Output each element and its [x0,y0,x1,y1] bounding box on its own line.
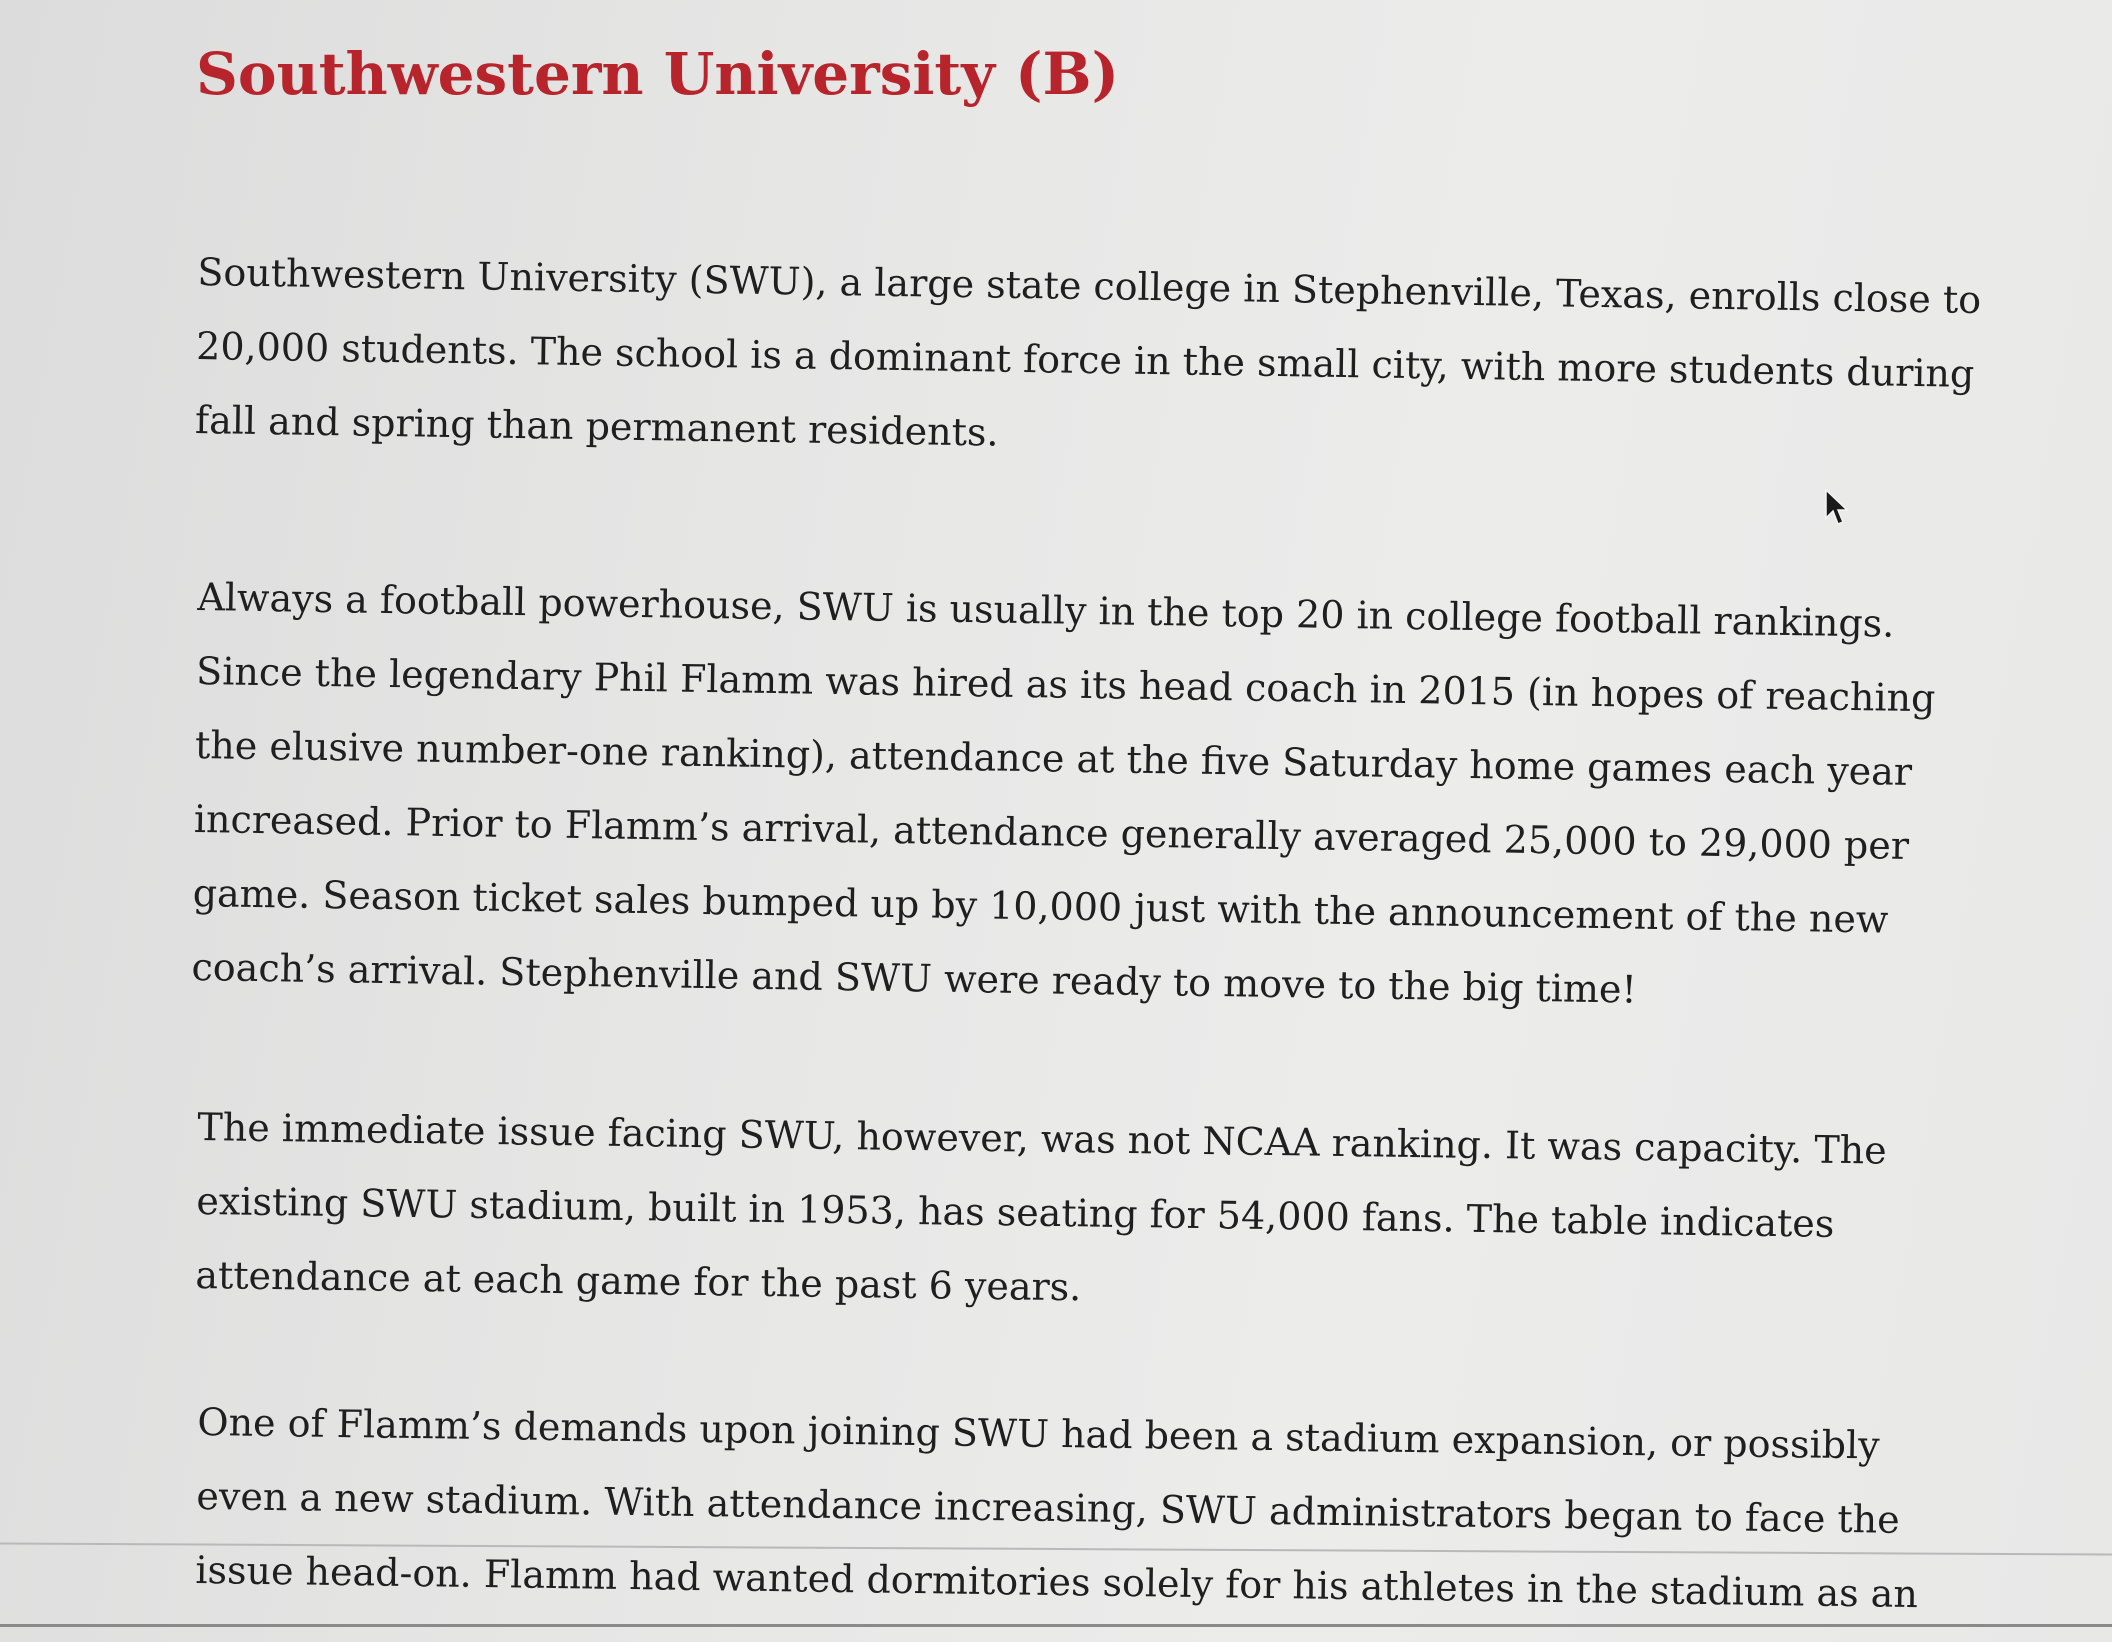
paragraph-2: Always a football powerhouse, SWU is usually in the top 20 in college football rankings. Since the legendary Phil Flamm was hired as its head coach in 2015 (in hopes of reaching the elusive number-one ranking), attendance at the five Saturday home games each year increased. Prior to Flamm’s arrival, attendance generally averaged 25,000 to 29,000 per game. Season ticket sales bumped up by 10,000 just with the announcement of the new coach’s arrival. Stephenville and SWU were ready to move to the big time! [191,574,1936,1012]
document-title: Southwestern University (B) [196,40,1120,108]
paragraph-3: The immediate issue facing SWU, however, was not NCAA ranking. It was capacity. The existing SWU stadium, built in 1953, has seating for 54,000 fans. The table indicates attendance at each game for the past 6 years. [195,1104,1888,1310]
screen-edge-divider [0,1624,2112,1627]
paragraph-1: Southwestern University (SWU), a large state college in Stephenville, Texas, enrolls close to 20,000 students. The school is a dominant force in the small city, with more students during fall and spring than permanent residents. [194,249,1982,455]
document-page [191,30,2036,1617]
mouse-pointer-icon [1824,488,1850,528]
paragraph-4: One of Flamm’s demands upon joining SWU had been a stadium expansion, or possibly even a new stadium. With attendance increasing, SWU administrators began to face the issue head-on. Flamm had wanted dormitories solely for his athletes in the stadium as an [195,1399,1919,1617]
